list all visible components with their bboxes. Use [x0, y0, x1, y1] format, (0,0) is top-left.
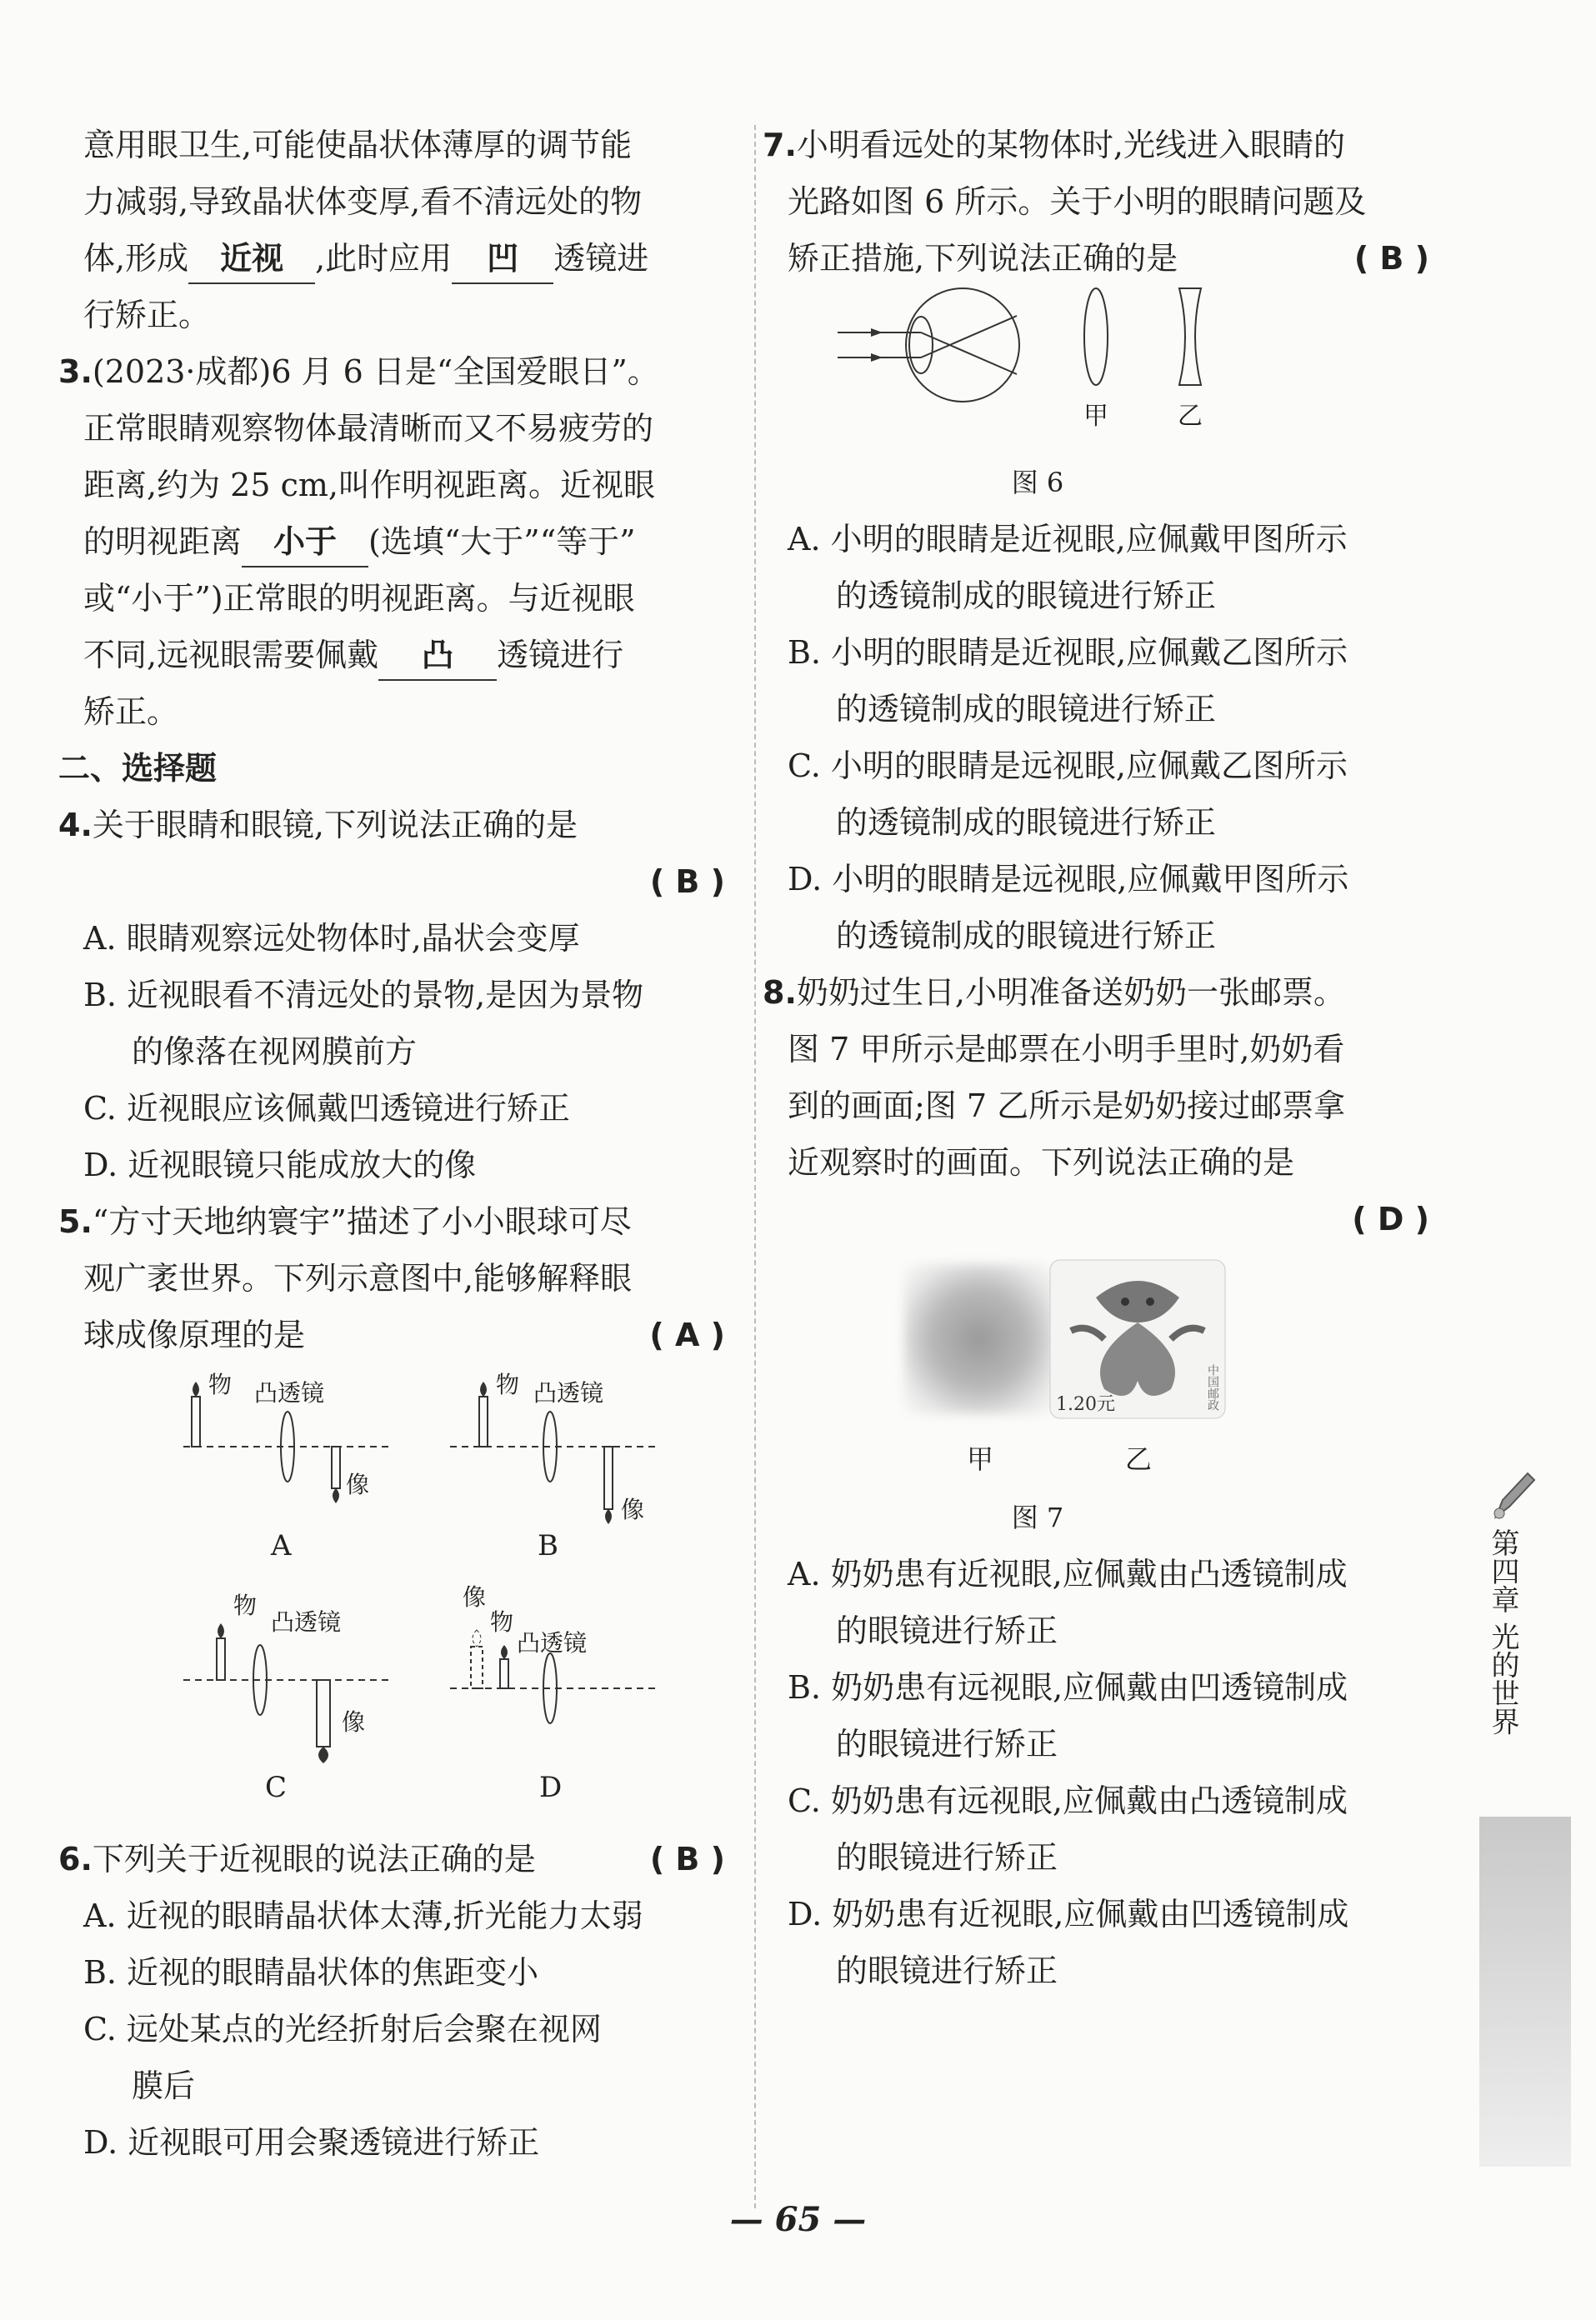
- question-number: 7.: [763, 127, 797, 163]
- option-a: A. 眼睛观察远处物体时,晶状会变厚: [83, 920, 580, 957]
- answer-bracket: ( B ): [649, 1841, 725, 1878]
- option-a: A. 奶奶患有近视眼,应佩戴由凸透镜制成: [788, 1556, 1348, 1592]
- svg-text:C: C: [265, 1771, 288, 1804]
- concave-lens: [1179, 288, 1201, 385]
- svg-text:B: B: [538, 1529, 558, 1562]
- q5-diagrams: [83, 1363, 733, 1813]
- text-line: 意用眼卫生,可能使晶状体薄厚的调节能: [83, 127, 633, 163]
- chapter-title: 第四章 光的世界: [1486, 1528, 1519, 1736]
- diagram-c: [183, 1592, 392, 1804]
- svg-text:物: 物: [496, 1371, 520, 1398]
- answer-blank: 小于: [242, 518, 368, 568]
- option-a: A. 近视的眼睛晶状体太薄,折光能力太弱: [83, 1898, 643, 1934]
- option-c: C. 奶奶患有远视眼,应佩戴由凸透镜制成: [788, 1782, 1348, 1819]
- right-column: [763, 117, 1438, 1999]
- answer-blank: 凸: [378, 631, 497, 681]
- chapter-side-tab: [1471, 1467, 1571, 1736]
- blurry-stamp-image: [904, 1264, 1054, 1414]
- svg-text:像: 像: [621, 1496, 645, 1523]
- text-line: 行矫正。: [83, 297, 211, 333]
- svg-text:凸透镜: 凸透镜: [517, 1629, 588, 1657]
- question-number: 4.: [58, 807, 93, 843]
- option-d: D. 小明的眼睛是远视眼,应佩戴甲图所示: [788, 861, 1349, 898]
- convex-lens: [1084, 288, 1108, 385]
- answer-bracket: ( A ): [649, 1317, 725, 1353]
- svg-text:物: 物: [490, 1608, 514, 1636]
- eye-diagram: [906, 288, 1019, 402]
- svg-text:像: 像: [463, 1583, 487, 1611]
- option-b: B. 奶奶患有远视眼,应佩戴由凹透镜制成: [788, 1669, 1348, 1706]
- option-d: D. 奶奶患有近视眼,应佩戴由凹透镜制成: [788, 1896, 1349, 1932]
- option-b: B. 近视眼看不清远处的景物,是因为景物: [83, 977, 644, 1013]
- question-number: 3.: [58, 353, 93, 390]
- figure-caption: 图 7: [1011, 1502, 1064, 1533]
- svg-text:凸透镜: 凸透镜: [533, 1379, 604, 1407]
- option-b: B. 近视的眼睛晶状体的焦距变小: [83, 1954, 539, 1991]
- svg-text:物: 物: [208, 1371, 233, 1398]
- svg-text:像: 像: [342, 1708, 366, 1736]
- svg-text:凸透镜: 凸透镜: [271, 1608, 342, 1636]
- answer-blank: 近视: [188, 234, 315, 284]
- diagram-d: [450, 1583, 658, 1804]
- svg-text:中国邮政: 中国邮政: [1206, 1364, 1219, 1411]
- svg-text:像: 像: [346, 1471, 370, 1498]
- diagram-a: [183, 1371, 392, 1562]
- question-6: 6.下列关于近视眼的说法正确的是 ( B ) A. 近视的眼睛晶状体太薄,折光能力太弱 B. 近视的眼睛晶状体的焦距变小 C. 远处某点的光经折射后会聚在视网 膜后 D. 近视眼可用会聚透镜进行矫正: [83, 1831, 733, 2171]
- question-8: 8.奶奶过生日,小明准备送奶奶一张邮票。 图 7 甲所示是邮票在小明手里时,奶奶看 到的画面;图 7 乙所示是奶奶接过邮票拿 近观察时的画面。下列说法正确的是 ( D ) 1.20元 中国邮政 甲 乙 图 7 A. 奶奶患有近视眼,应佩戴由凸透镜制成 的眼镜进行矫正 B. 奶奶患有远视眼,应佩戴由凹透镜制成 的眼镜进行矫正 C. 奶奶患有远视眼,应佩戴由凸透镜制成 的眼镜进行矫正 D. 奶奶患有近视眼,应佩戴由凹透镜制成 的眼镜进行矫正: [788, 964, 1438, 1999]
- side-tab-bar: [1479, 1817, 1571, 2167]
- option-c: C. 远处某点的光经折射后会聚在视网: [83, 2011, 602, 2048]
- question-3: 3.(2023·成都)6 月 6 日是“全国爱眼日”。 正常眼睛观察物体最清晰而又不易疲劳的 距离,约为 25 cm,叫作明视距离。近视眼 的明视距离 小于 (选填“大于”“等于” 或“小于”)正常眼的明视距离。与近视眼 不同,远视眼需要佩戴 凸 透镜进行 矫正。: [58, 353, 659, 730]
- diagram-b: [450, 1371, 658, 1562]
- pencil-icon: [1488, 1467, 1538, 1525]
- q2-tail: [83, 117, 733, 343]
- svg-text:A: A: [271, 1529, 292, 1562]
- answer-bracket: ( B ): [649, 863, 725, 900]
- figure-7: 1.20元 中国邮政 甲 乙: [788, 1248, 1438, 1489]
- figure-caption: 图 6: [1011, 467, 1064, 498]
- svg-text:物: 物: [233, 1592, 258, 1619]
- svg-text:D: D: [539, 1771, 563, 1804]
- figure-6: [788, 287, 1438, 437]
- option-a: A. 小明的眼睛是近视眼,应佩戴甲图所示: [788, 521, 1348, 558]
- answer-bracket: ( B ): [1353, 240, 1429, 277]
- text-line: 力减弱,导致晶状体变厚,看不清远处的物: [83, 183, 643, 220]
- section-heading: 二、选择题: [58, 750, 218, 787]
- question-5: 5.“方寸天地纳寰宇”描述了小小眼球可尽 观广袤世界。下列示意图中,能够解释眼 球成像原理的是 ( A ) 物 凸透镜 像 A 物 凸透镜 像 B 物 凸透镜 像 C 像 物 凸透镜 D: [83, 1193, 733, 1831]
- question-number: 6.: [58, 1841, 93, 1878]
- svg-text:甲: 甲: [1083, 402, 1108, 431]
- option-b: B. 小明的眼睛是近视眼,应佩戴乙图所示: [788, 634, 1348, 671]
- eye-lens: [909, 317, 933, 373]
- dragon-stamp-image: [1046, 1256, 1229, 1422]
- question-7: 7.小明看远处的某物体时,光线进入眼睛的 光路如图 6 所示。关于小明的眼睛问题及 矫正措施,下列说法正确的是 ( B ) 甲 乙 图 6 A. 小明的眼睛是近视眼,应佩戴甲图所示 的透镜制成的眼镜进行矫正 B. 小明的眼睛是近视眼,应佩戴乙图所示 的透镜制成的眼镜进行矫正 C. 小明的眼睛是远视眼,应佩戴乙图所示 的透镜制成的眼镜进行矫正 D. 小明的眼睛是远视眼,应佩戴甲图所示 的透镜制成的眼镜进行矫正: [788, 117, 1438, 964]
- answer-blank: 凹: [452, 234, 553, 284]
- column-divider: [754, 125, 756, 2208]
- option-d: D. 近视眼镜只能成放大的像: [83, 1147, 477, 1183]
- svg-text:1.20元: 1.20元: [1056, 1394, 1115, 1415]
- option-d: D. 近视眼可用会聚透镜进行矫正: [83, 2124, 540, 2161]
- question-4: 4.关于眼睛和眼镜,下列说法正确的是 ( B ) A. 眼睛观察远处物体时,晶状会变厚 B. 近视眼看不清远处的景物,是因为景物 的像落在视网膜前方 C. 近视眼应该佩戴凹透镜进行矫正 D. 近视眼镜只能成放大的像: [83, 797, 733, 1193]
- option-c: C. 近视眼应该佩戴凹透镜进行矫正: [83, 1090, 570, 1127]
- text-line: 体,形成 近视 ,此时应用 凹 透镜进: [83, 230, 733, 287]
- question-number: 5.: [58, 1203, 93, 1240]
- svg-text:凸透镜: 凸透镜: [254, 1379, 325, 1407]
- question-number: 8.: [763, 974, 797, 1011]
- svg-text:乙: 乙: [1178, 402, 1203, 431]
- option-c: C. 小明的眼睛是远视眼,应佩戴乙图所示: [788, 748, 1348, 784]
- answer-bracket: ( D ): [1352, 1201, 1429, 1238]
- left-column: [58, 117, 733, 2171]
- page-number: — 65 —: [729, 2200, 867, 2239]
